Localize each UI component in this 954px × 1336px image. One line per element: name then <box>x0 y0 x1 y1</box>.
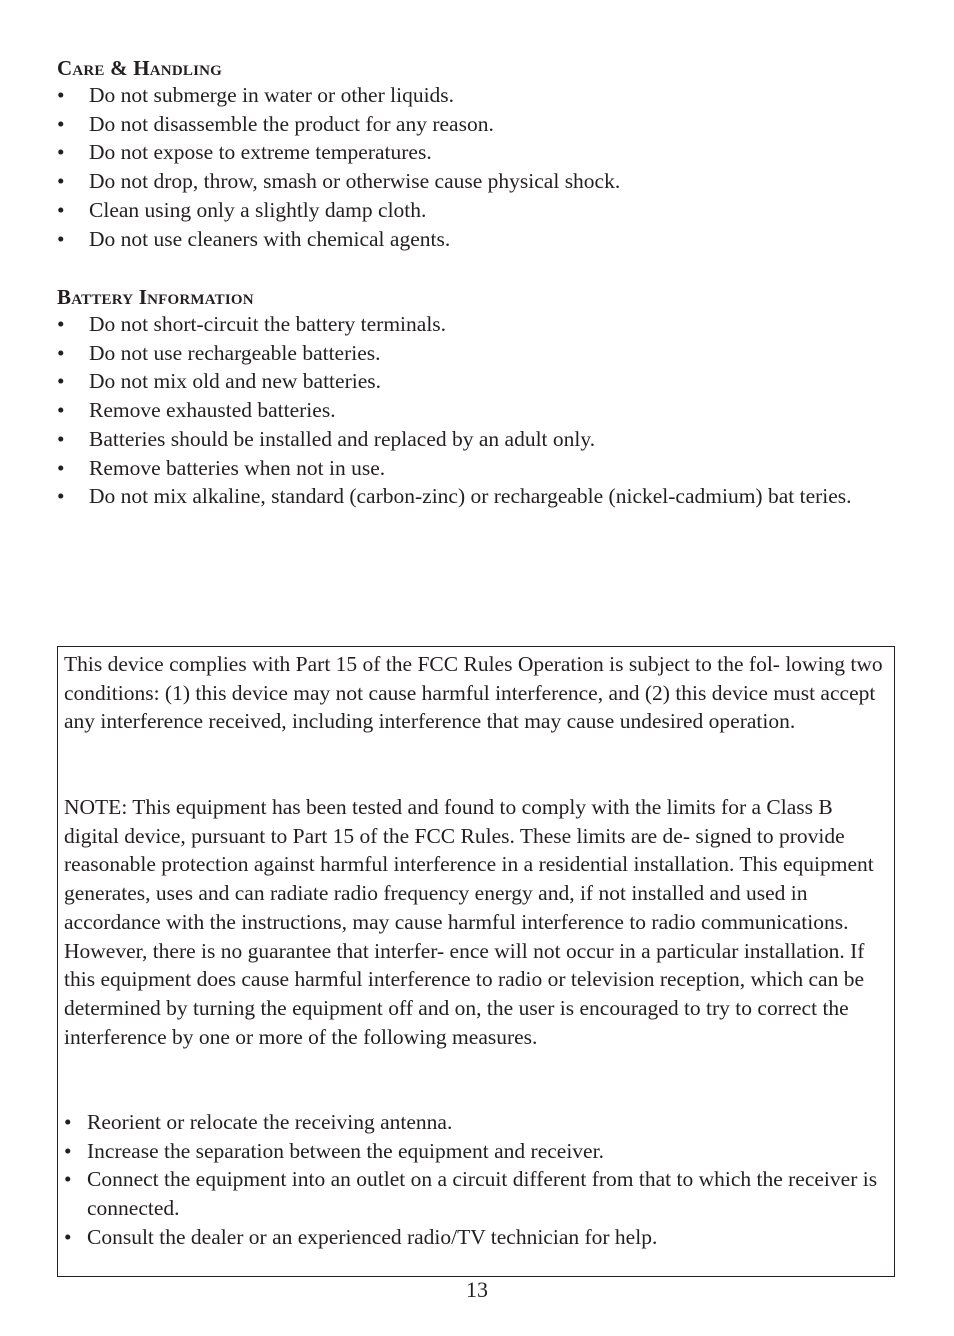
list-item <box>57 396 887 425</box>
list-item <box>57 196 887 225</box>
list-item <box>57 167 887 196</box>
list-item <box>64 1137 884 1166</box>
list-item-text: Do not mix alkaline, standard (carbon-zinc) or rechargeable (nickel-cadmium) bat teries. <box>89 484 852 509</box>
list-item-text: Do not expose to extreme temperatures. <box>89 140 432 165</box>
bullet-icon: • <box>57 226 65 251</box>
bullet-icon: • <box>57 455 65 480</box>
bullet-icon: • <box>57 111 65 136</box>
bullet-icon: • <box>64 1110 72 1134</box>
page-number: 13 <box>466 1277 488 1302</box>
list-item <box>57 138 887 167</box>
fcc-note-paragraph: NOTE: This equipment has been tested and found to comply with the limits for a Class B digital device, pursuant to Part 15 of the FCC Rules. These limits are de- signed to provide reasonable protection against harmful interference in a residential installation. This equipment generates, uses and can radiate radio frequency energy and, if not installed and used in accordance with the instructions, may cause harmful interference to radio communications. However, there is no guarantee that interfer- ence will not occur in a particular installation. If this equipment does cause harmful interference to radio or television reception, which can be determined by turning the equipment off and on, the user is encouraged to try to correct the interference by one or more of the following measures. <box>64 795 874 1049</box>
list-item-text: Consult the dealer or an experienced radio/TV technician for help. <box>87 1224 658 1249</box>
list-item-text: Do not short-circuit the battery terminals. <box>89 312 447 336</box>
care-handling-heading: Care & Handling <box>57 56 223 80</box>
battery-information-list <box>57 310 887 511</box>
bullet-icon: • <box>57 169 65 194</box>
list-item <box>57 367 887 396</box>
bullet-icon: • <box>57 426 65 451</box>
list-item-text: Connect the equipment into an outlet on a circuit different from that to which the receiver is connected. <box>87 1167 878 1221</box>
list-item <box>57 482 887 511</box>
list-item-text: Do not use rechargeable batteries. <box>89 340 381 365</box>
list-item <box>64 1108 884 1137</box>
list-item <box>64 1223 884 1252</box>
list-item <box>57 110 887 139</box>
bullet-icon: • <box>57 484 65 509</box>
list-item-text: Remove exhausted batteries. <box>89 398 336 423</box>
list-item <box>57 225 887 254</box>
list-item-text: Do not drop, throw, smash or otherwise cause physical shock. <box>89 169 621 194</box>
care-handling-list <box>57 81 887 253</box>
list-item-text: Do not submerge in water or other liquids. <box>89 83 455 107</box>
list-item <box>57 81 887 110</box>
bullet-icon: • <box>57 398 65 423</box>
bullet-icon: • <box>57 369 65 394</box>
list-item-text: Do not mix old and new batteries. <box>89 369 381 394</box>
list-item-text: Remove batteries when not in use. <box>89 455 386 480</box>
battery-information-heading: Battery Information <box>57 285 254 309</box>
bullet-icon: • <box>57 140 65 165</box>
list-item-text: Reorient or relocate the receiving antenna. <box>87 1110 453 1134</box>
list-item <box>57 339 887 368</box>
bullet-icon: • <box>57 197 65 222</box>
list-item-text: Clean using only a slightly damp cloth. <box>89 197 427 222</box>
bullet-icon: • <box>57 83 65 107</box>
list-item <box>57 425 887 454</box>
list-item-text: Batteries should be installed and replaced by an adult only. <box>89 426 596 451</box>
fcc-notice-box <box>57 646 895 1277</box>
bullet-icon: • <box>64 1138 72 1163</box>
list-item <box>57 310 887 339</box>
bullet-icon: • <box>57 312 65 336</box>
list-item-text: Increase the separation between the equipment and receiver. <box>87 1138 604 1163</box>
fcc-measures-list <box>64 1108 884 1252</box>
list-item <box>64 1165 884 1222</box>
list-item <box>57 454 887 483</box>
fcc-compliance-paragraph: This device complies with Part 15 of the FCC Rules Operation is subject to the fol- lowing two conditions: (1) this device may not cause harmful interference, and (2) this device must accept any interference received, including interference that may cause undesired operation. <box>64 652 883 734</box>
bullet-icon: • <box>64 1167 72 1192</box>
bullet-icon: • <box>57 340 65 365</box>
bullet-icon: • <box>64 1224 72 1249</box>
list-item-text: Do not disassemble the product for any reason. <box>89 111 494 136</box>
list-item-text: Do not use cleaners with chemical agents. <box>89 226 451 251</box>
